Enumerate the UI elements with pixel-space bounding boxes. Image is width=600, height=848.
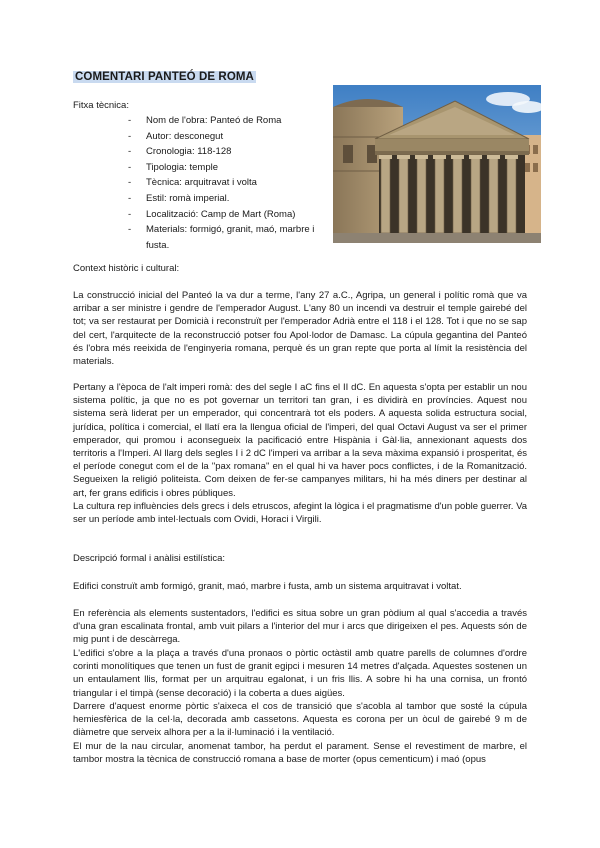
fitxa-item: - Autor: desconegut <box>128 130 224 142</box>
pantheon-photo <box>333 85 541 243</box>
context-paragraph: La construcció inicial del Panteó la va dur a terme, l'any 27 a.C., Agripa, un general i polític romà que va arribar a ser ministre i gendre de l'emperador August. L'any 80 un incendi va destruir el temple gairebé del tot; va ser restaurat per Domicià i reconstruït per l'emperador Adrià entre el 118 i el 128. Tot i que no se sap del cert, l'arquitecte de la reconstrucció potser fou Apol·lodor de Damasc. La cúpula gegantina del Panteó és l'obra més reeixida de l'enginyeria romana, perquè és un gran repte que porta al límit la resistència del materials. <box>73 290 527 368</box>
descripcio-paragraph: L'edifici s'obre a la plaça a través d'una pronaos o pòrtic octàstil amb quatre parells de columnes d'ordre corinti monolítiques que tenen un fust de granit egipci i mesuren 14 metres d'alçada. Aquestes sostenen un un entaulament llis, format per un arquitrau egalonat, i un fris llis. A sobre hi ha una cornisa, un frontó triangular i el timpà (sense decoració) i la coberta a dues aigües. <box>73 648 527 699</box>
context-paragraph: Pertany a l'època de l'alt imperi romà: des del segle I aC fins el II dC. En aquesta s'opta per establir un nou sistema polític, ja que no es pot governar un territori tan gran, i es dividirà en províncies. Aquest nou sistema serà liderat per un emperador, qui concentrarà tot els poders. A aquesta solida estructura social, jurídica, política i comercial, el llatí era la llengua oficial de l'imperi, del qual Octavi August va ser el primer emperador, qui promou i aconsegueix la pacificació entre Hispània i Gàl·lia, annexionant aquests dos territoris a l'Imperi. Al llarg dels segles I i 2 dC l'imperi va arribar a la seva màxima expansió i prosperitat, és el període conegut com el de la "pax romana" en el qual hi va haver pocs conflictes, i de la Romanització. Segueixen la religió politeista. Com deixen de fer-se campanyes militars, hi ha més diners per destinar al art, fer grans edificis i obres públiques. <box>73 382 527 499</box>
fitxa-item: - Localització: Camp de Mart (Roma) <box>128 208 296 220</box>
fitxa-item: - Materials: formigó, granit, maó, marbre i fusta. <box>128 224 315 251</box>
descripcio-paragraph: En referència als elements sustentadors, l'edifici es situa sobre un gran pòdium al qual s'accedia a través d'una gran escalinata frontal, amb vuit pilars a l'interior del mur i arcs que dirigeixen el pes. Aquests són de mig punt i de descàrrega. <box>73 608 527 646</box>
descripcio-paragraph: El mur de la nau circular, anomenat tambor, ha perdut el parament. Sense el revestiment de marbre, el tambor mostra la tècnica de construcció romana a base de morter (opus cementicum) i maó (opus <box>73 741 527 766</box>
fitxa-item: - Tipologia: temple <box>128 161 218 173</box>
fitxa-tecnica-label: Fitxa tècnica: <box>73 100 129 111</box>
context-heading: Context històric i cultural: <box>73 263 180 274</box>
descripcio-paragraph: Edifici construït amb formigó, granit, maó, marbre i fusta, amb un sistema arquitravat i voltat. <box>73 581 462 592</box>
fitxa-item: - Cronologia: 118-128 <box>128 146 232 158</box>
document-title: COMENTARI PANTEÓ DE ROMA <box>75 71 254 83</box>
fitxa-tecnica-list <box>128 113 328 253</box>
context-paragraph: La cultura rep influències dels grecs i dels etruscos, afegint la lògica i el pragmatisme d'un poble guerrer. Va ser un període amb intel·lectuals com Ovidi, Horaci i Virgili. <box>73 501 527 526</box>
fitxa-item: - Tècnica: arquitravat i volta <box>128 177 257 189</box>
fitxa-item: - Nom de l'obra: Panteó de Roma <box>128 115 282 126</box>
descripcio-heading: Descripció formal i anàlisi estilística: <box>73 553 226 564</box>
fitxa-item: - Estil: romà imperial. <box>128 192 230 204</box>
descripcio-paragraph: Darrere d'aquest enorme pòrtic s'aixeca el cos de transició que s'acobla al tambor que sosté la cúpula hemiesfèrica de la cel·la, decorada amb cassetons. Aquesta es corona per un òcul de gairebé 9 m de diàmetre que serveix alhora per a la il·luminació i la ventilació. <box>73 701 527 739</box>
